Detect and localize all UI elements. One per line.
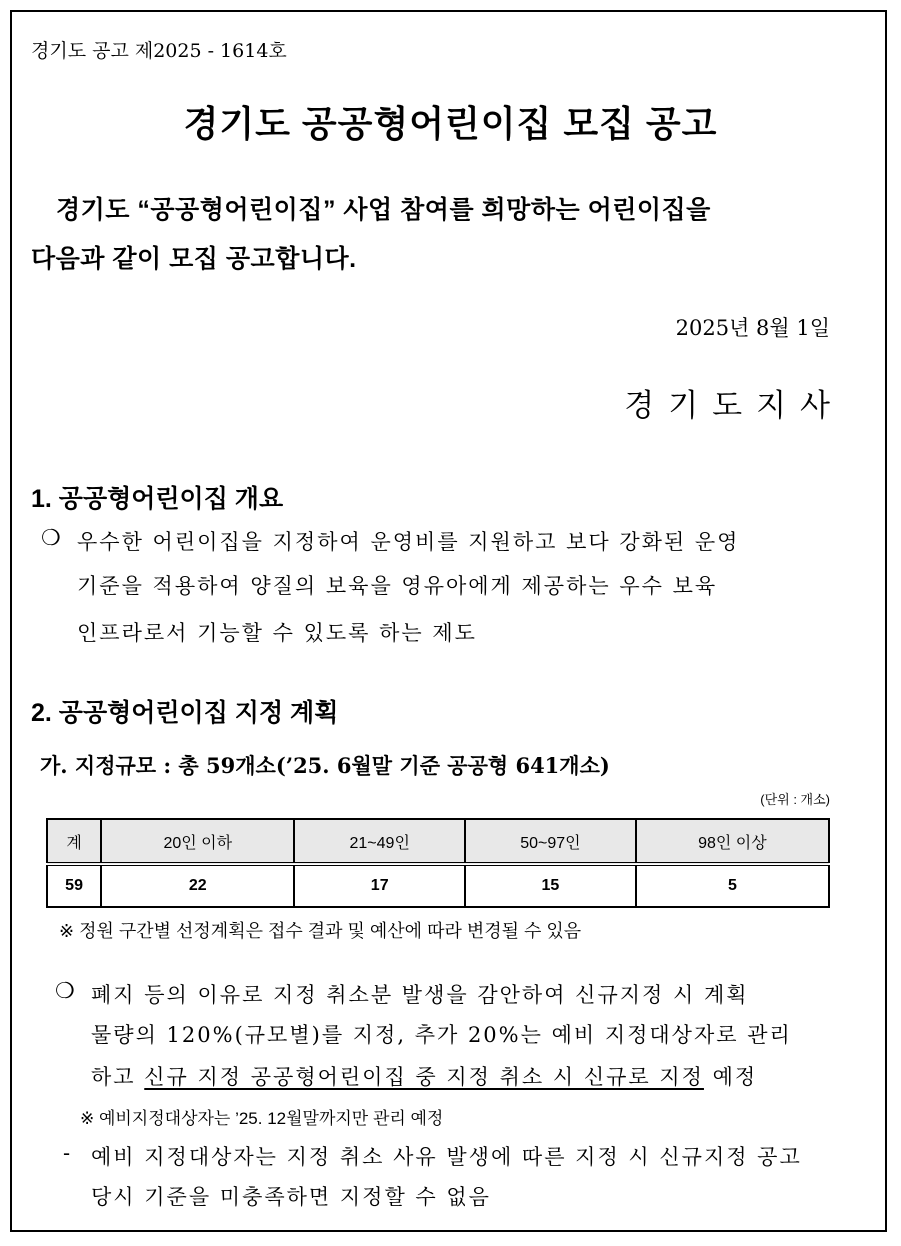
dash-line-2: 당시 기준을 미충족하면 지정할 수 없음 [91,1185,491,1209]
underlined-text: 신규 지정 공공형어린이집 중 지정 취소 시 신규로 지정 [144,1065,704,1089]
section1-line-1: 우수한 어린이집을 지정하여 운영비를 지원하고 보다 강화된 운영 [77,530,740,554]
table-header-cell: 98인 이상 [636,819,829,864]
table-cell: 17 [294,864,465,907]
table-cell: 15 [465,864,636,907]
section2-heading: 2. 공공형어린이집 지정 계획 [31,699,339,727]
table-header-row [47,819,829,864]
table-header-cell: 20인 이하 [101,819,294,864]
reserve-note: ※ 예비지정대상자는 ’25. 12월말까지만 관리 예정 [80,1109,444,1128]
section2-para-line-3 [91,1061,757,1091]
table-cell: 59 [47,864,101,907]
designation-scale: 가. 지정규모 : 총 59개소(’25. 6월말 기준 공공형 641개소) [40,753,610,778]
section1-line-2: 기준을 적용하여 양질의 보육을 영유아에게 제공하는 우수 보육 [77,574,718,598]
table-cell: 22 [101,864,294,907]
section1-heading: 1. 공공형어린이집 개요 [31,485,284,513]
table-cell: 5 [636,864,829,907]
dash-marker: - [63,1141,71,1165]
issuer: 경기도지사 [624,388,844,424]
table-header-cell: 계 [47,819,101,864]
page-title: 경기도 공공형어린이집 모집 공고 [183,103,718,144]
section1-line-3: 인프라로서 기능할 수 있도록 하는 제도 [77,621,477,645]
intro-line-1: 경기도 “공공형어린이집” 사업 참여를 희망하는 어린이집을 [56,196,711,224]
table-note: ※ 정원 구간별 선정계획은 접수 결과 및 예산에 따라 변경될 수 있음 [59,921,582,941]
notice-number: 경기도 공고 제2025 - 1614호 [31,40,287,62]
dash-line-1: 예비 지정대상자는 지정 취소 사유 발생에 따른 지정 시 신규지정 공고 [91,1145,802,1169]
table-header-cell: 50~97인 [465,819,636,864]
section2-para-line-2: 물량의 120%(규모별)를 지정, 추가 20%는 예비 지정대상자로 관리 [91,1023,792,1047]
table-header-cell: 21~49인 [294,819,465,864]
section2-para-line-1: 폐지 등의 이유로 지정 취소분 발생을 감안하여 신규지정 시 계획 [91,983,749,1007]
distribution-table [46,818,830,908]
para-text: 예정 [703,1065,758,1089]
announcement-date: 2025년 8월 1일 [675,316,830,340]
table-row [47,864,829,907]
bullet-icon: ❍ [41,526,61,551]
para-text: 하고 [91,1065,145,1089]
bullet-icon: ❍ [55,979,75,1004]
unit-note: (단위 : 개소) [760,792,830,807]
intro-line-2: 다음과 같이 모집 공고합니다. [31,245,357,273]
